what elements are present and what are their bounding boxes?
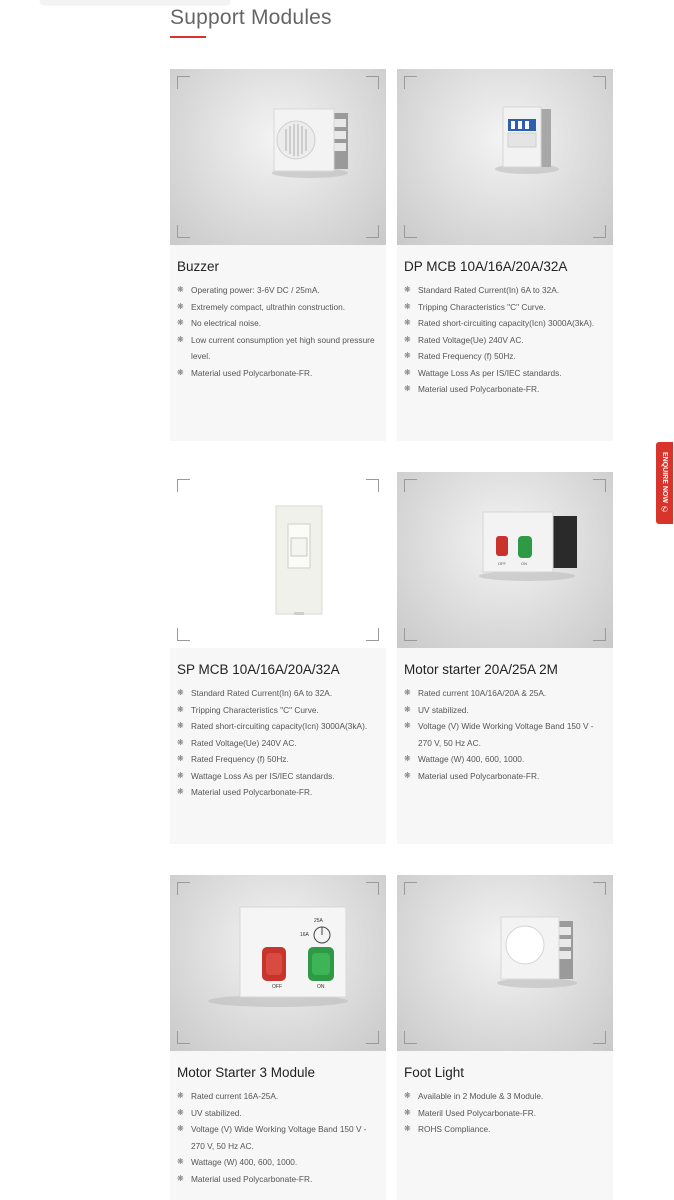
feature-item: ❋ Material used Polycarbonate-FR. (404, 381, 605, 398)
product-title: Motor Starter 3 Module (177, 1065, 316, 1080)
25a-label: 25A (314, 918, 323, 924)
product-image-dp-mcb (397, 69, 613, 245)
feature-item: ❋ Wattage Loss As per IS/IEC standards. (404, 365, 605, 382)
bullet-icon: ❋ (404, 1091, 411, 1100)
product-title: Foot Light (404, 1065, 465, 1080)
bullet-icon: ❋ (177, 688, 184, 697)
title-underline (170, 36, 206, 38)
feature-item: ❋ Wattage Loss As per IS/IEC standards. (177, 768, 378, 785)
bullet-icon: ❋ (404, 754, 411, 763)
feature-item: ❋ Extremely compact, ultrathin construction. (177, 299, 378, 316)
off-label: OFF (272, 984, 282, 990)
feature-item: ❋ No electrical noise. (177, 315, 378, 332)
feature-item: ❋ Wattage (W) 400, 600, 1000. (177, 1154, 378, 1171)
16a-label: 16A (300, 932, 309, 938)
product-image-motor-starter-3m (170, 875, 386, 1051)
product-title: SP MCB 10A/16A/20A/32A (177, 662, 340, 677)
bullet-icon: ❋ (177, 1157, 184, 1166)
product-card-foot-light[interactable] (397, 875, 613, 1200)
feature-item: ❋ Rated Frequency (f) 50Hz. (177, 751, 378, 768)
product-card-motor-starter-3m[interactable] (170, 875, 386, 1200)
feature-item: ❋ Rated Voltage(Ue) 240V AC. (404, 332, 605, 349)
feature-item: ❋ Material used Polycarbonate-FR. (177, 365, 378, 382)
feature-item: ❋ Tripping Characteristics "C" Curve. (177, 702, 378, 719)
bullet-icon: ❋ (177, 1091, 184, 1100)
feature-item: ❋ Rated current 16A-25A. (177, 1088, 378, 1105)
product-image-motor-starter-2m (397, 472, 613, 648)
feature-list (397, 1088, 613, 1138)
off-label: OFF (498, 561, 506, 566)
bullet-icon: ❋ (404, 318, 411, 327)
feature-item: ❋ Available in 2 Module & 3 Module. (404, 1088, 605, 1105)
product-image-buzzer (170, 69, 386, 245)
feature-item: ❋ Operating power: 3-6V DC / 25mA. (177, 282, 378, 299)
bullet-icon: ❋ (177, 1124, 184, 1133)
feature-list (170, 1088, 386, 1187)
feature-item: ❋ Low current consumption yet high sound pressure level. (177, 332, 378, 365)
bullet-icon: ❋ (177, 301, 184, 311)
product-card-dp-mcb[interactable] (397, 69, 613, 441)
product-card-buzzer[interactable] (170, 69, 386, 441)
bullet-icon: ❋ (404, 285, 411, 294)
feature-item: ❋ Rated short-circuiting capacity(Icn) 3000A(3kA). (177, 718, 378, 735)
feature-item: ❋ Rated current 10A/16A/20A & 25A. (404, 685, 605, 702)
feature-item: ❋ Rated short-circuiting capacity(Icn) 3000A(3kA). (404, 315, 605, 332)
product-image-sp-mcb (170, 472, 386, 648)
feature-item: ❋ Rated Voltage(Ue) 240V AC. (177, 735, 378, 752)
feature-list (170, 685, 386, 801)
bullet-icon: ❋ (177, 737, 184, 747)
on-label: ON (317, 984, 325, 990)
bullet-icon: ❋ (404, 1124, 411, 1133)
feature-item: ❋ UV stabilized. (177, 1105, 378, 1122)
phone-icon: ✆ (660, 505, 669, 515)
feature-list (170, 282, 386, 381)
feature-item: ❋ UV stabilized. (404, 702, 605, 719)
enquire-now-label: ENQUIRE NOW (661, 451, 668, 503)
bullet-icon: ❋ (404, 384, 411, 393)
product-image-foot-light (397, 875, 613, 1051)
bullet-icon: ❋ (177, 721, 184, 730)
bullet-icon: ❋ (177, 285, 184, 294)
bullet-icon: ❋ (177, 704, 184, 714)
on-label: ON (521, 561, 527, 566)
bullet-icon: ❋ (177, 334, 184, 344)
product-title: Buzzer (177, 259, 220, 274)
bullet-icon: ❋ (177, 754, 184, 763)
feature-item: ❋ Voltage (V) Wide Working Voltage Band 150 V - 270 V, 50 Hz AC. (404, 718, 605, 751)
product-card-motor-starter-2m[interactable] (397, 472, 613, 844)
product-card-sp-mcb[interactable] (170, 472, 386, 844)
bullet-icon: ❋ (404, 1107, 411, 1117)
feature-item: ❋ Wattage (W) 400, 600, 1000. (404, 751, 605, 768)
bullet-icon: ❋ (404, 351, 411, 360)
feature-item: ❋ ROHS Compliance. (404, 1121, 605, 1138)
bullet-icon: ❋ (404, 301, 411, 311)
bullet-icon: ❋ (404, 367, 411, 377)
product-title: Motor starter 20A/25A 2M (404, 662, 558, 677)
bullet-icon: ❋ (177, 787, 184, 796)
feature-list (397, 685, 613, 784)
bullet-icon: ❋ (177, 770, 184, 780)
feature-item: ❋ Voltage (V) Wide Working Voltage Band 150 V - 270 V, 50 Hz AC. (177, 1121, 378, 1154)
feature-item: ❋ Rated Frequency (f) 50Hz. (404, 348, 605, 365)
feature-item: ❋ Material used Polycarbonate-FR. (177, 1171, 378, 1188)
bullet-icon: ❋ (404, 334, 411, 344)
feature-item: ❋ Materil Used Polycarbonate-FR. (404, 1105, 605, 1122)
feature-item: ❋ Standard Rated Current(In) 6A to 32A. (404, 282, 605, 299)
bullet-icon: ❋ (177, 318, 184, 327)
enquire-now-button[interactable] (656, 442, 673, 524)
bullet-icon: ❋ (404, 688, 411, 697)
bullet-icon: ❋ (404, 770, 411, 780)
feature-item: ❋ Material used Polycarbonate-FR. (404, 768, 605, 785)
feature-item: ❋ Standard Rated Current(In) 6A to 32A. (177, 685, 378, 702)
bullet-icon: ❋ (404, 721, 411, 730)
feature-item: ❋ Material used Polycarbonate-FR. (177, 784, 378, 801)
feature-item: ❋ Tripping Characteristics "C" Curve. (404, 299, 605, 316)
bullet-icon: ❋ (404, 704, 411, 714)
bullet-icon: ❋ (177, 367, 184, 377)
product-title: DP MCB 10A/16A/20A/32A (404, 259, 568, 274)
bullet-icon: ❋ (177, 1173, 184, 1183)
top-bar-remnant (40, 0, 230, 4)
feature-list (397, 282, 613, 398)
bullet-icon: ❋ (177, 1107, 184, 1117)
section-title: Support Modules (170, 6, 332, 29)
